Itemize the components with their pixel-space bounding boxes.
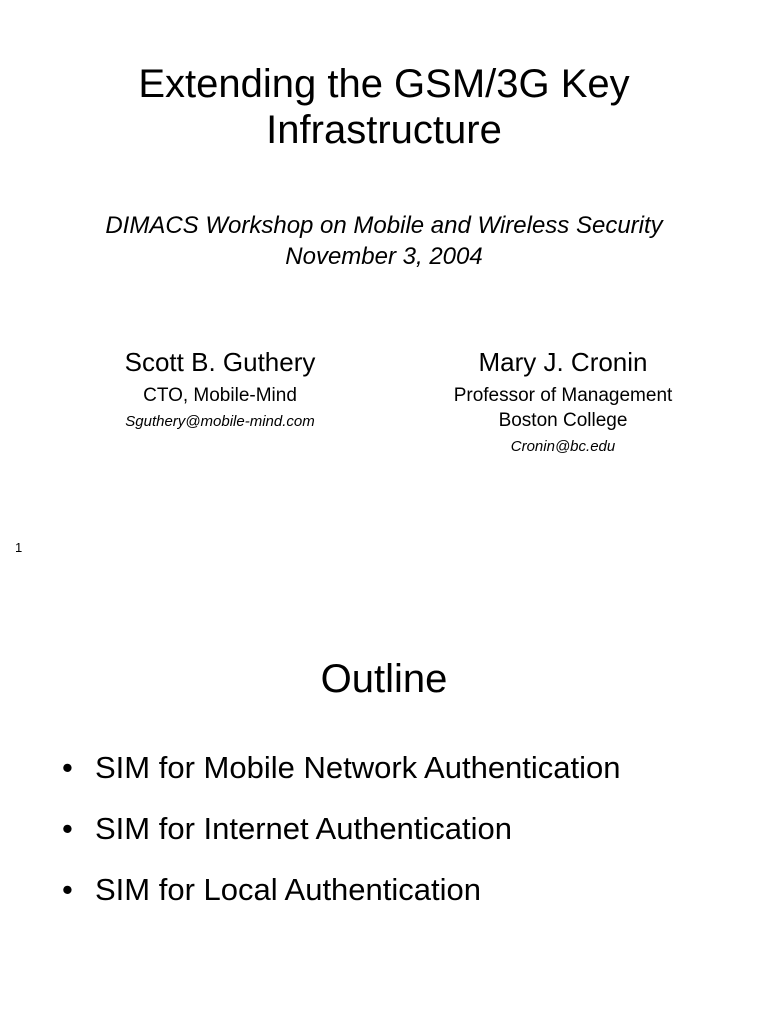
slide-2 (0, 580, 768, 1024)
title-line-2: Infrastructure (266, 108, 502, 152)
author-name: Mary J. Cronin (478, 347, 648, 377)
event-date: November 3, 2004 (285, 243, 483, 270)
bullet-text: SIM for Internet Authentication (95, 811, 513, 846)
slide-title: Outline (320, 657, 448, 701)
author-role-line: CTO, Mobile-Mind (143, 385, 297, 406)
author-role-line: Boston College (498, 410, 628, 431)
bullet-icon: • (62, 750, 73, 785)
author-affiliation (80, 383, 360, 408)
title-line-1: Extending the GSM/3G Key (138, 62, 630, 106)
author-name: Scott B. Guthery (124, 347, 316, 377)
author-role-line: Professor of Management (453, 385, 673, 406)
author-guthery (80, 345, 360, 432)
bullet-list (62, 750, 621, 933)
event-subtitle (0, 210, 768, 272)
author-cronin (420, 345, 706, 457)
bullet-icon: • (62, 872, 73, 907)
bullet-text: SIM for Mobile Network Authentication (95, 750, 621, 785)
slide-title (0, 61, 768, 153)
list-item (62, 872, 621, 933)
page-number: 1 (15, 540, 23, 555)
bullet-icon: • (62, 811, 73, 846)
list-item (62, 750, 621, 811)
event-name: DIMACS Workshop on Mobile and Wireless Security (105, 212, 663, 239)
bullet-text: SIM for Local Authentication (95, 872, 482, 907)
author-email: Cronin@bc.edu (510, 438, 616, 455)
list-item (62, 811, 621, 872)
author-email: Sguthery@mobile-mind.com (125, 413, 315, 430)
author-affiliation (420, 383, 706, 433)
